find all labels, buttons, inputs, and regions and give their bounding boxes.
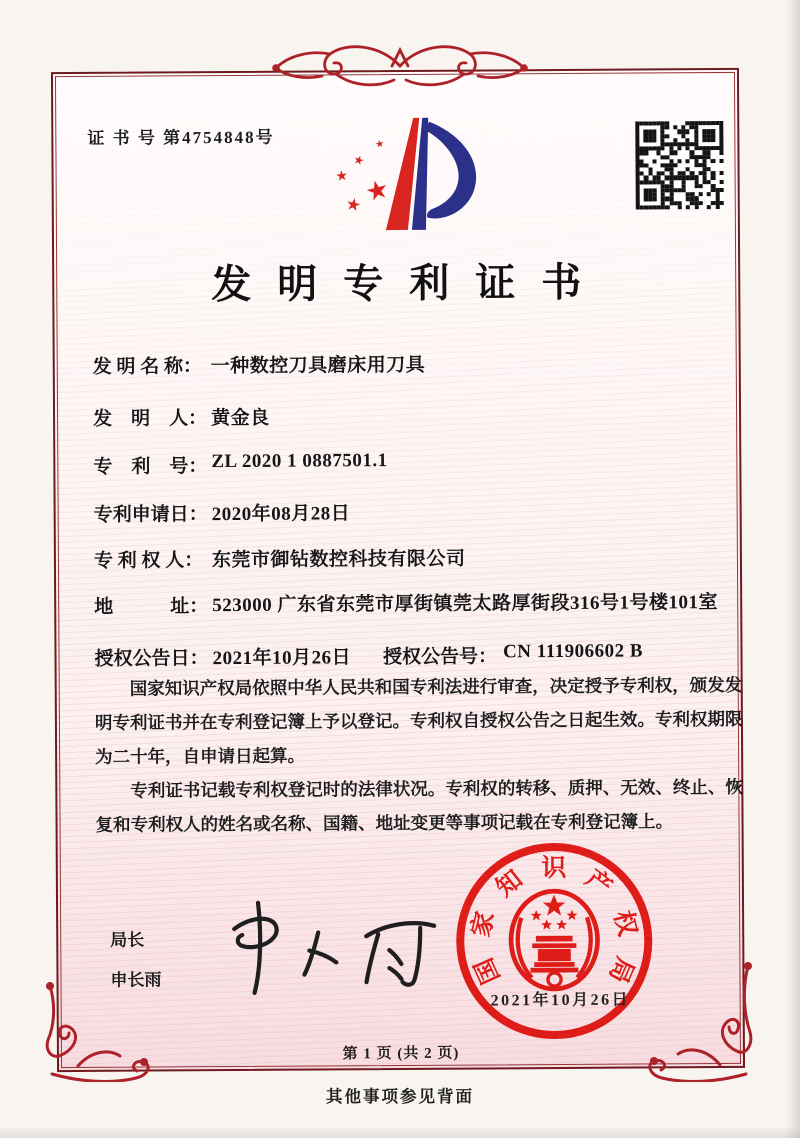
field-label: 地 址： <box>94 596 209 618</box>
field-label: 专 利 号： <box>93 456 208 478</box>
back-note: 其他事项参见背面 <box>326 1087 474 1106</box>
signature-shen-changyu <box>206 890 452 1001</box>
bottom-left-flourish-icon <box>40 982 158 1082</box>
cnipa-logo-icon <box>329 111 480 232</box>
field-row <box>94 641 643 671</box>
top-flourish-icon <box>268 36 532 100</box>
national-emblem-icon <box>507 887 602 994</box>
certificate-sheet <box>51 68 745 1072</box>
certificate-title: 发明专利证书 <box>211 259 608 308</box>
paragraph: 国家知识产权局依照中华人民共和国专利法进行审查，决定授予专利权，颁发发明专利证书并在专利登记簿上予以登记。专利权自授权公告之日起生效。专利权期限为二十年，自申请日起算。 <box>94 674 743 767</box>
seal-text-char: 产 <box>580 865 617 902</box>
seal-text-char: 知 <box>491 865 528 903</box>
field-value: 黄金良 <box>211 407 270 430</box>
field-row <box>94 588 740 622</box>
field-label: 授权公告日： <box>94 648 209 670</box>
logo-star-icon: ★ <box>344 193 363 216</box>
certificate-number: 证 书 号 第4754848号 <box>87 127 275 148</box>
field-label: 发 明 名 称： <box>92 356 203 378</box>
field-row <box>94 544 466 573</box>
field-label: 授权公告号： <box>382 646 498 669</box>
seal-text-char: 局 <box>603 953 639 987</box>
field-value: 2020年08月28日 <box>211 503 351 526</box>
page-number: 第 1 页 (共 2 页) <box>342 1045 460 1063</box>
seal-text-char: 国 <box>470 953 506 988</box>
logo-star-icon: ★ <box>351 151 367 169</box>
seal-date: 2021年10月26日 <box>490 991 631 1010</box>
logo-star-icon: ★ <box>374 138 386 151</box>
signer-name: 申长雨 <box>110 970 162 990</box>
field-label: 发 明 人： <box>93 408 208 430</box>
field-row <box>94 498 351 527</box>
field-label: 专利申请日： <box>93 504 208 526</box>
logo-star-icon: ★ <box>334 168 349 185</box>
field-value: 一种数控刀具磨床用刀具 <box>210 354 426 378</box>
field-value: CN 111906602 B <box>502 640 644 663</box>
cnipa-seal-icon <box>456 842 653 1039</box>
paragraph: 专利证书记载专利权登记时的法律状况。专利权的转移、质押、无效、终止、恢复和专利权人的姓名或名称、国籍、地址变更等事项记载在专利登记簿上。 <box>95 776 743 835</box>
seal-text-char: 家 <box>467 908 500 940</box>
field-value: 东莞市御钻数控科技有限公司 <box>211 548 466 572</box>
field-label: 专 利 权 人： <box>93 550 204 572</box>
field-row <box>93 403 270 431</box>
field-row <box>93 350 426 379</box>
qr-code-icon <box>635 121 724 210</box>
seal-text-char: 识 <box>541 854 567 883</box>
signer-title: 局长 <box>110 930 145 950</box>
field-row <box>93 450 387 479</box>
field-value: ZL 2020 1 0887501.1 <box>211 450 388 473</box>
bottom-right-flourish-icon <box>640 962 758 1082</box>
qr-module <box>720 205 724 209</box>
legal-text <box>95 668 748 842</box>
seal-text-char: 权 <box>608 907 641 939</box>
field-value: 2021年10月26日 <box>212 647 352 670</box>
fields-block <box>92 348 741 670</box>
logo-star-icon: ★ <box>362 173 393 208</box>
field-value: 523000 广东省东莞市厚街镇莞太路厚街段316号1号楼101室 <box>212 592 719 617</box>
